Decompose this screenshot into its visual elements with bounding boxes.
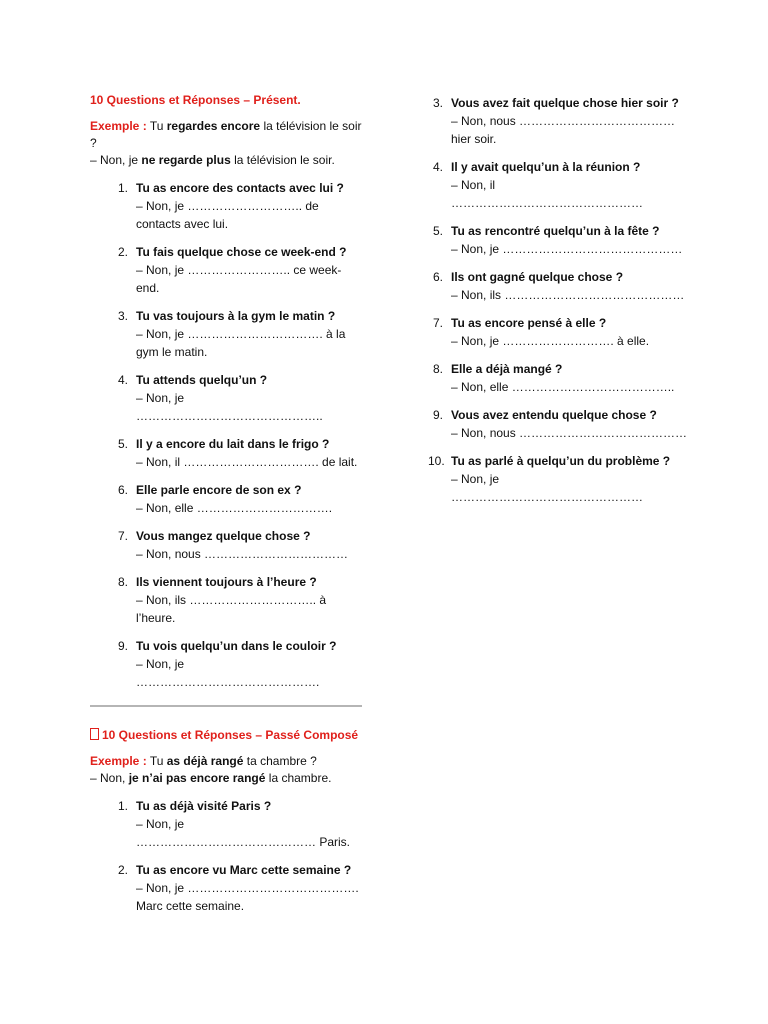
question-text: Elle parle encore de son ex ? — [136, 483, 302, 497]
question-body — [451, 314, 688, 350]
question-text: Vous avez entendu quelque chose ? — [451, 408, 657, 422]
answer-blank: – Non, je ………………………………………… — [451, 472, 643, 504]
question-body — [451, 222, 688, 258]
question-number: 3. — [117, 309, 128, 323]
question-item — [428, 360, 688, 396]
question-text: Il y a encore du lait dans le frigo ? — [136, 437, 330, 451]
example-answer-end: la chambre. — [265, 771, 332, 785]
question-body — [136, 481, 362, 517]
example-label: Exemple : — [90, 119, 147, 133]
answer-blank: – Non, je ……………………………………… — [451, 242, 683, 256]
question-body — [451, 158, 688, 212]
question-item — [428, 452, 688, 506]
example-answer-start: – Non, je — [90, 153, 142, 167]
question-body — [136, 243, 362, 297]
answer-blank: – Non, nous ………………………………… hier soir. — [451, 114, 676, 146]
right-question-list — [428, 94, 688, 506]
question-text: Il y avait quelqu’un à la réunion ? — [451, 160, 641, 174]
question-text: Tu as encore des contacts avec lui ? — [136, 181, 344, 195]
answer-blank: – Non, il ………………………………………… — [451, 178, 643, 210]
question-item — [428, 158, 688, 212]
question-text: Tu as déjà visité Paris ? — [136, 799, 272, 813]
example-answer-bold: ne regarde plus — [141, 153, 231, 167]
question-body — [136, 861, 362, 915]
question-item — [90, 179, 362, 233]
answer-blank: – Non, je ……………………………………… Paris. — [136, 817, 351, 849]
question-text: Elle a déjà mangé ? — [451, 362, 563, 376]
question-number: 4. — [432, 160, 443, 174]
question-item — [428, 94, 688, 148]
question-item — [428, 314, 688, 350]
section-divider — [90, 705, 362, 707]
question-body — [451, 360, 688, 396]
question-body — [136, 527, 362, 563]
example-answer-end: la télévision le soir. — [230, 153, 335, 167]
question-body — [136, 573, 362, 627]
question-item — [90, 481, 362, 517]
question-body — [451, 452, 688, 506]
question-text: Tu as encore pensé à elle ? — [451, 316, 607, 330]
question-body — [451, 406, 688, 442]
question-item — [90, 637, 362, 691]
question-body — [136, 637, 362, 691]
answer-blank: – Non, je ……………………………………….. — [136, 391, 323, 423]
question-body — [136, 371, 362, 425]
question-number: 6. — [117, 483, 128, 497]
question-body — [136, 797, 362, 851]
answer-blank: – Non, il ……………………………. de lait. — [136, 455, 358, 469]
question-number: 5. — [117, 437, 128, 451]
question-number: 2. — [117, 863, 128, 877]
missing-glyph-icon — [90, 728, 99, 740]
question-text: Ils ont gagné quelque chose ? — [451, 270, 624, 284]
right-column — [428, 94, 688, 516]
passe-title-text: 10 Questions et Réponses – Passé Composé — [102, 728, 359, 742]
example-answer-bold: je n’ai pas encore rangé — [128, 771, 266, 785]
question-number: 5. — [432, 224, 443, 238]
answer-blank: – Non, je ………………………. à elle. — [451, 334, 650, 348]
example-question-start: Tu — [146, 119, 167, 133]
question-number: 9. — [432, 408, 443, 422]
answer-blank: – Non, elle ……………………………. — [136, 501, 333, 515]
question-number: 10. — [428, 454, 445, 468]
answer-blank: – Non, nous ……………………………… — [136, 547, 349, 561]
example-question-bold: as déjà rangé — [166, 754, 244, 768]
example-question-start: Tu — [146, 754, 167, 768]
present-question-list — [90, 179, 362, 691]
question-text: Tu fais quelque chose ce week-end ? — [136, 245, 347, 259]
question-body — [451, 94, 688, 148]
question-item — [428, 406, 688, 442]
passe-question-list — [90, 797, 362, 915]
example-question-bold: regardes encore — [166, 119, 261, 133]
question-text: Vous mangez quelque chose ? — [136, 529, 311, 543]
question-number: 8. — [117, 575, 128, 589]
question-body — [136, 435, 362, 471]
question-item — [90, 573, 362, 627]
question-item — [90, 435, 362, 471]
present-section — [90, 92, 362, 925]
question-item — [428, 268, 688, 304]
question-number: 4. — [117, 373, 128, 387]
question-body — [136, 179, 362, 233]
question-item — [90, 527, 362, 563]
answer-blank: – Non, ils ………………………….. à l’heure. — [136, 593, 327, 625]
answer-blank: – Non, je …………………….. ce week-end. — [136, 263, 342, 295]
question-text: Tu vois quelqu’un dans le couloir ? — [136, 639, 337, 653]
answer-blank: – Non, je ……………………………. à la gym le matin. — [136, 327, 346, 359]
answer-blank: – Non, je ……………………….. de contacts avec lui. — [136, 199, 319, 231]
question-item — [90, 371, 362, 425]
passe-title — [90, 727, 362, 743]
answer-blank: – Non, elle ………………………………….. — [451, 380, 675, 394]
answer-blank: – Non, je ………………………………………. — [136, 657, 320, 689]
question-text: Tu as parlé à quelqu’un du problème ? — [451, 454, 671, 468]
question-text: Tu as rencontré quelqu’un à la fête ? — [451, 224, 660, 238]
question-item — [90, 797, 362, 851]
question-text: Tu attends quelqu’un ? — [136, 373, 268, 387]
question-number: 7. — [432, 316, 443, 330]
question-text: Tu as encore vu Marc cette semaine ? — [136, 863, 352, 877]
question-number: 1. — [117, 181, 128, 195]
present-example — [90, 118, 362, 169]
question-text: Vous avez fait quelque chose hier soir ? — [451, 96, 679, 110]
answer-blank: – Non, je ……………………………………. Marc cette semaine. — [136, 881, 359, 913]
question-number: 2. — [117, 245, 128, 259]
question-number: 1. — [117, 799, 128, 813]
question-number: 7. — [117, 529, 128, 543]
example-label: Exemple : — [90, 754, 147, 768]
question-item — [90, 307, 362, 361]
present-title: 10 Questions et Réponses – Présent. — [90, 93, 301, 107]
answer-blank: – Non, nous …………………………………… — [451, 426, 688, 440]
question-number: 8. — [432, 362, 443, 376]
question-item — [428, 222, 688, 258]
example-answer-start: – Non, — [90, 771, 129, 785]
question-item — [90, 861, 362, 915]
question-text: Ils viennent toujours à l’heure ? — [136, 575, 317, 589]
question-number: 6. — [432, 270, 443, 284]
question-text: Tu vas toujours à la gym le matin ? — [136, 309, 336, 323]
question-item — [90, 243, 362, 297]
question-body — [451, 268, 688, 304]
example-question-end: la télévision le soir ? — [90, 119, 362, 150]
question-number: 9. — [117, 639, 128, 653]
question-number: 3. — [432, 96, 443, 110]
answer-blank: – Non, ils ……………………………………… — [451, 288, 685, 302]
example-question-end: ta chambre ? — [243, 754, 317, 768]
question-body — [136, 307, 362, 361]
passe-example — [90, 753, 362, 787]
